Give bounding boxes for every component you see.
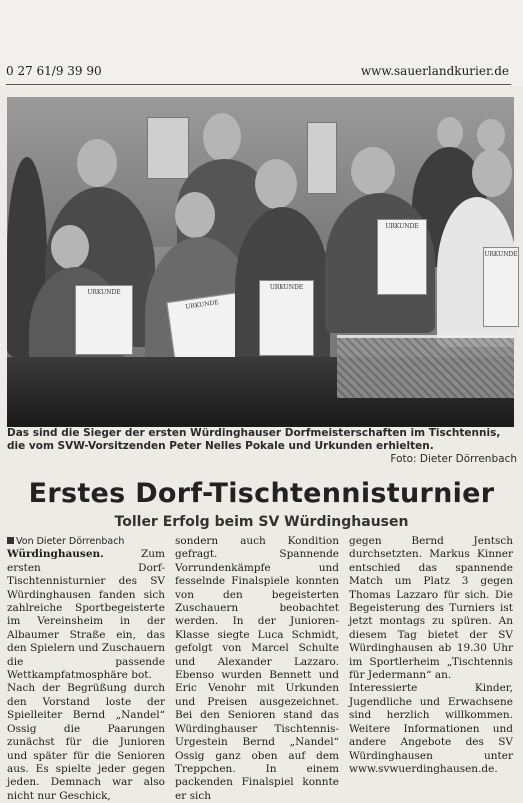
caption-text: Das sind die Sieger der ersten Würdinghauser Dorfmeisterschaften im Tischtennis, die vom SVW-Vorsitzenden Peter Nelles Pokale und Urkunden erhielten. bbox=[7, 427, 501, 452]
article-column-3 bbox=[349, 535, 513, 776]
child-head bbox=[351, 147, 395, 195]
spectator-head bbox=[437, 117, 463, 149]
child-head bbox=[472, 149, 512, 197]
photo-caption bbox=[7, 427, 517, 466]
byline bbox=[7, 535, 165, 548]
byline-square-icon bbox=[7, 537, 14, 544]
dateline: Würdinghausen. bbox=[7, 548, 104, 561]
wall-poster bbox=[307, 122, 337, 194]
header-rule bbox=[6, 84, 511, 85]
certificate: URKUNDE bbox=[75, 285, 133, 355]
spectator-head bbox=[477, 119, 505, 151]
certificate: URKUNDE bbox=[377, 219, 427, 295]
byline-text: Von Dieter Dörrenbach bbox=[16, 536, 125, 547]
article-paragraph: Interessierte Kinder, Jugendliche und Erwachsene sind herzlich willkommen. Weitere Informationen und andere Angebote des SV Würdinghausen unter www.svwuerdinghausen.de. bbox=[349, 682, 513, 775]
table-tennis-net bbox=[337, 335, 514, 398]
article-paragraph: Nach der Begrüßung durch den Vorstand loste der Spielleiter Bernd „Nandel“ Ossig die Paarungen zunächst für die Junioren und später für die Senioren aus. Es spielte jeder gegen jeden. Demnach war also nicht nur Geschick, bbox=[7, 682, 165, 802]
phone-number: 0 27 61/9 39 90 bbox=[6, 64, 102, 78]
child-head bbox=[175, 192, 215, 238]
article-paragraph: gegen Bernd Jentsch durchsetzten. Markus Kinner entschied das spannende Match um Platz 3 gegen Thomas Lazzaro für sich. Die Begeisterung des Turniers ist jetzt montags zu spüren. An diesem Tag bietet der SV Würdinghausen ab 19.30 Uhr im Sportlerheim „Tischtennis für Jedermann“ an. bbox=[349, 535, 513, 682]
article-headline: Erstes Dorf-Tischtennisturnier bbox=[28, 478, 495, 509]
article-paragraph bbox=[7, 548, 165, 682]
article-photo bbox=[7, 97, 518, 422]
adult-head bbox=[77, 139, 117, 187]
certificate: URKUNDE bbox=[259, 280, 314, 356]
article-column-2 bbox=[175, 535, 339, 803]
paragraph-text: Zum ersten Dorf-Tischtennisturnier des SV Würdinghausen fanden sich zahlreiche Sportbegeisterte im Vereinsheim in der Albaumer Straße ein, das den Spielern und Zuschauern die passende Wettkampfatmosphäre bot. bbox=[7, 548, 165, 682]
photo-credit: Foto: Dieter Dörrenbach bbox=[390, 453, 517, 465]
article-paragraph: sondern auch Kondition gefragt. Spannende Vorrundenkämpfe und fesselnde Finalspiele konnten von den begeisterten Zuschauern beobachtet werden. In der Junioren-Klasse siegte Luca Schmidt, gefolgt von Marcel Schulte und Alexander Lazzaro. Ebenso wurden Bennett und Eric Venohr mit Urkunden und Preisen ausgezeichnet. Bei den Senioren stand das Würdinghauser Tischtennis-Urgestein Bernd „Nandel“ Ossig ganz oben auf dem Treppchen. In einem packenden Finalspiel konnte er sich bbox=[175, 535, 339, 802]
certificate: URKUNDE bbox=[166, 293, 247, 388]
article-subheadline: Toller Erfolg beim SV Würdinghausen bbox=[114, 514, 409, 530]
child-head bbox=[255, 159, 297, 209]
adult-head bbox=[203, 113, 241, 161]
article-column-1 bbox=[7, 535, 165, 803]
child-head bbox=[51, 225, 89, 269]
website-url: www.sauerlandkurier.de bbox=[360, 64, 509, 78]
wall-poster bbox=[147, 117, 189, 179]
certificate: URKUNDE bbox=[483, 247, 519, 327]
page-header bbox=[0, 0, 523, 86]
